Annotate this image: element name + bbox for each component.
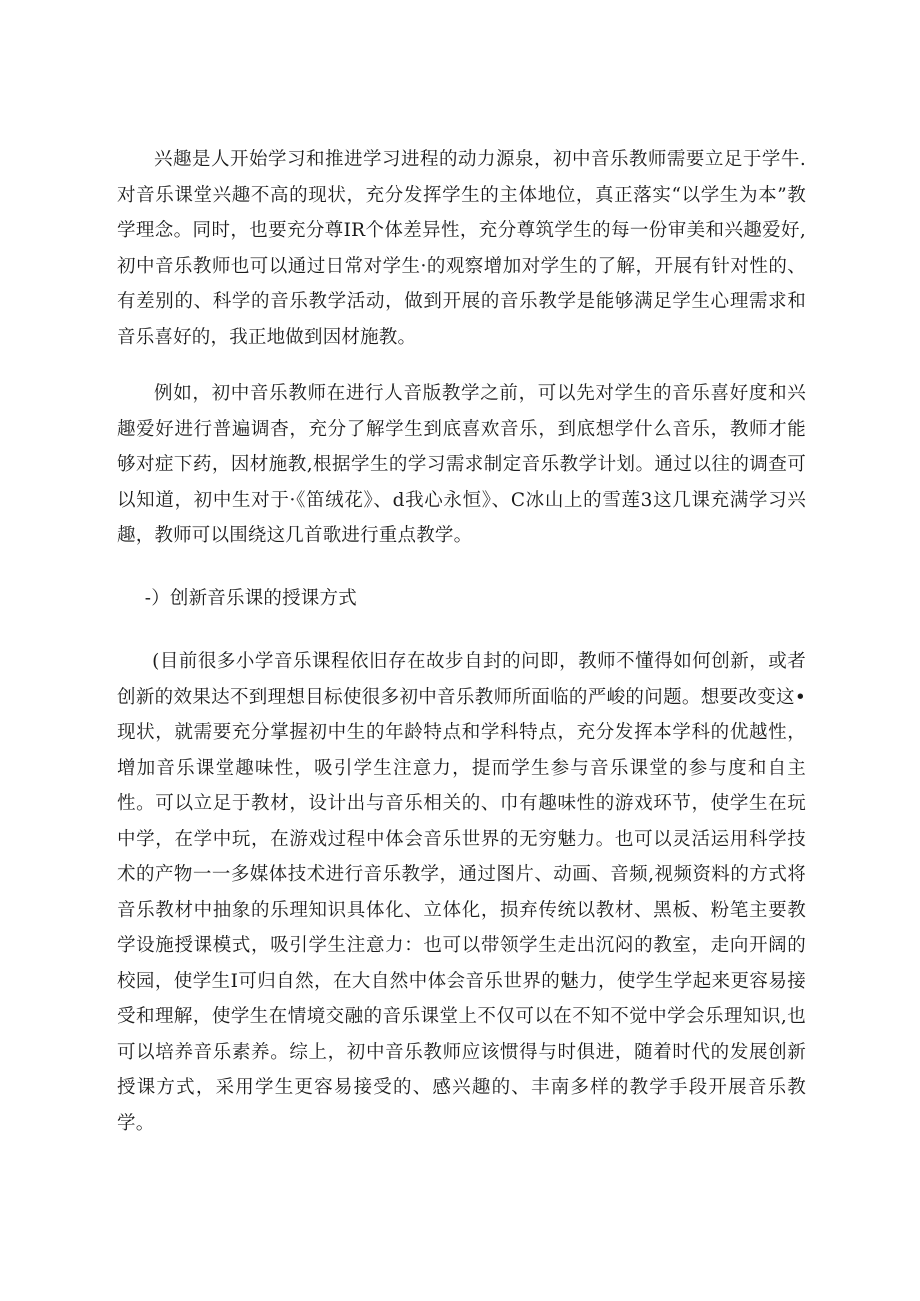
paragraph-example: 例如，初中音乐教师在进行人音版教学之前，可以先对学生的音乐喜好度和兴趣爱好进行普遍调杳，充分了解学生到底喜欢音乐，到底想学什么音乐，教师才能够对症下药，因材施教,根据学生的学习需求制定音乐教学计划。通过以往的调查可以知道，初中生对于·《笛绒花》、d我心永恒》、C冰山上的雪莲3这几课充满学习兴趣，教师可以围绕这几首歌进行重点教学。 [117,383,806,546]
section-heading: -）创新音乐课的授课方式 [144,587,357,609]
document-body [117,142,806,1141]
paragraph-interest: 兴趣是人开始学习和推进学习进程的动力源泉，初中音乐教师需要立足于学牛.对音乐课堂兴趣不高的现状，充分发挥学生的主体地位，真正落实“以学生为本”教学理念。同时，也要充分尊IR个体差异性，充分尊筑学生的每一份审美和兴趣爱好,初中音乐教师也可以通过日常对学生·的观察增加对学生的了解，开展有针对性的、有差别的、科学的音乐教学活动，做到开展的音乐教学是能够满足学生心理需求和音乐喜好的，我正地做到因材施教。 [117,149,806,348]
paragraph-innovation: (目前很多小学音乐课程依旧存在故步自封的问即，教师不懂得如何创新，或者创新的效果达不到理想目标使很多初中音乐教师所面临的严峻的问题。想要改变这•现状，就需要充分掌握初中生的年龄特点和学科特点，充分发挥本学科的优越性，增加音乐课堂趣味性，吸引学生注意力，提而学生参与音乐课堂的参与度和自主性。可以立足于教材，设计出与音乐相关的、巾有趣味性的游戏环节，使学生在玩中学，在学中玩，在游戏过程中体会音乐世界的无穷魅力。也可以灵活运用科学技术的产物一一多媒体技术进行音乐教学，通过图片、动画、音频,视频资料的方式将音乐教材中抽象的乐理知识具体化、立体化，损弃传统以教材、黑板、粉笔主要教学设施授课模式，吸引学生注意力：也可以带领学生走出沉闷的教室，走向开阔的校园，使学生I可归自然，在大自然中体会音乐世界的魅力，使学生学起来更容易接受和理解，使学生在情境交融的音乐课堂上不仅可以在不知不觉中学会乐理知识,也可以培养音乐素养。综上，初中音乐教师应该惯得与时俱进，随着时代的发展创新授课方式，采用学生更容易接受的、感兴趣的、丰南多样的教学手段开展音乐教学。 [117,651,806,1134]
